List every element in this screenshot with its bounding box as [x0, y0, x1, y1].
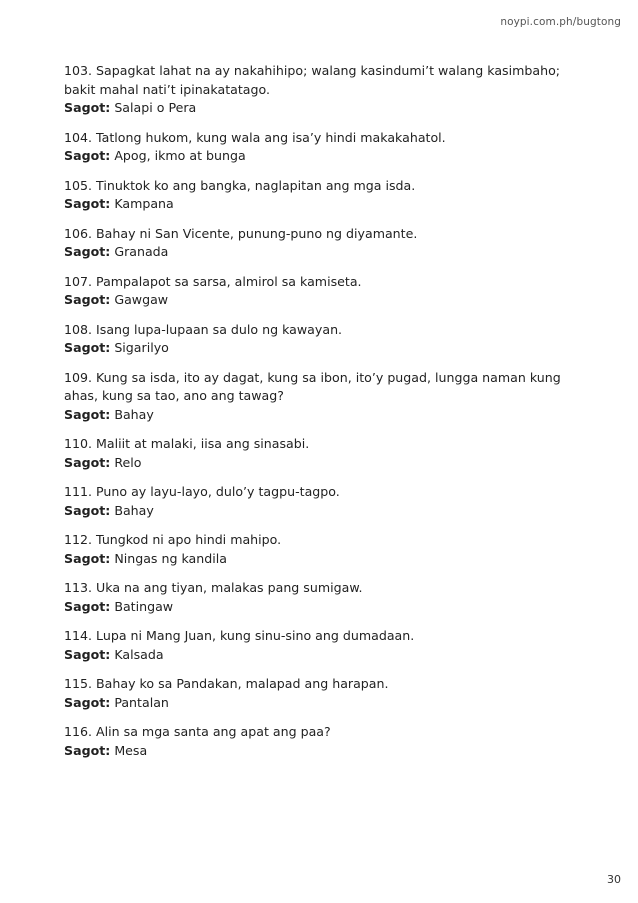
riddle-answer: Salapi o Pera — [114, 100, 197, 115]
riddle-question: 112. Tungkod ni apo hindi mahipo. — [64, 532, 282, 547]
riddle-answer: Relo — [114, 454, 142, 470]
riddle-question: 116. Alin sa mga santa ang apat ang paa? — [64, 724, 331, 739]
riddle-answer-line — [64, 694, 584, 713]
riddle-answer: Granada — [114, 244, 169, 259]
riddle-question: 111. Puno ay layu-layo, dulo’y tagpu-tagpo. — [64, 484, 340, 499]
riddle-answer-line — [64, 99, 584, 118]
answer-label: Sagot: — [64, 196, 111, 211]
riddle-answer: Kampana — [114, 196, 174, 211]
riddle-question: 103. Sapagkat lahat na ay nakahihipo; walang kasindumi’t walang kasimbaho; bakit mahal nati’t ipinakatatago. — [64, 63, 561, 97]
answer-label: Sagot: — [64, 742, 111, 758]
answer-label: Sagot: — [64, 292, 111, 307]
riddle-item — [64, 579, 584, 616]
answer-label: Sagot: — [64, 148, 111, 163]
riddle-answer-line — [64, 406, 584, 425]
riddle-item — [64, 129, 584, 166]
riddle-answer: Pantalan — [114, 694, 169, 710]
riddle-question: 113. Uka na ang tiyan, malakas pang sumigaw. — [64, 580, 363, 595]
answer-label: Sagot: — [64, 694, 111, 710]
riddle-answer: Gawgaw — [114, 292, 169, 307]
riddle-answer-line — [64, 147, 584, 166]
riddle-item — [64, 675, 584, 712]
answer-label: Sagot: — [64, 340, 111, 355]
riddle-item — [64, 435, 584, 472]
riddle-item — [64, 62, 584, 118]
answer-label: Sagot: — [64, 100, 111, 115]
riddle-answer: Bahay — [114, 406, 154, 422]
riddle-answer-line — [64, 550, 584, 569]
riddle-question: 109. Kung sa isda, ito ay dagat, kung sa ibon, ito’y pugad, lungga naman kung ahas, kung sa tao, ano ang tawag? — [64, 369, 561, 403]
page-number: 30 — [607, 873, 621, 886]
riddle-question: 108. Isang lupa-lupaan sa dulo ng kawayan. — [64, 321, 343, 337]
riddle-answer: Batingaw — [114, 598, 174, 614]
riddle-answer-line — [64, 291, 584, 310]
answer-label: Sagot: — [64, 454, 111, 470]
riddle-item — [64, 177, 584, 214]
answer-label: Sagot: — [64, 502, 111, 518]
riddle-answer-line — [64, 646, 584, 665]
answer-label: Sagot: — [64, 550, 111, 566]
riddle-answer: Mesa — [114, 742, 148, 758]
riddle-answer: Kalsada — [114, 646, 164, 662]
riddle-question: 106. Bahay ni San Vicente, punung-puno ng diyamante. — [64, 225, 418, 241]
answer-label: Sagot: — [64, 244, 111, 259]
riddle-answer-line — [64, 598, 584, 617]
riddle-item — [64, 627, 584, 664]
riddle-question: 104. Tatlong hukom, kung wala ang isa’y hindi makakahatol. — [64, 129, 446, 145]
riddle-answer: Ningas ng kandila — [114, 550, 227, 566]
riddle-answer-line — [64, 339, 584, 358]
riddle-answer-line — [64, 243, 584, 262]
riddle-item — [64, 723, 584, 760]
riddle-item — [64, 273, 584, 310]
riddle-item — [64, 369, 584, 425]
answer-label: Sagot: — [64, 406, 111, 422]
riddle-question: 105. Tinuktok ko ang bangka, naglapitan ang mga isda. — [64, 177, 416, 193]
riddle-answer: Apog, ikmo at bunga — [114, 148, 246, 163]
riddle-item — [64, 225, 584, 262]
answer-label: Sagot: — [64, 646, 111, 662]
riddle-item — [64, 321, 584, 358]
riddle-answer-line — [64, 742, 584, 761]
riddle-item — [64, 483, 584, 520]
riddle-answer-line — [64, 502, 584, 521]
riddle-question: 107. Pampalapot sa sarsa, almirol sa kamiseta. — [64, 273, 362, 289]
riddle-question: 114. Lupa ni Mang Juan, kung sinu-sino ang dumadaan. — [64, 628, 415, 643]
riddle-question: 110. Maliit at malaki, iisa ang sinasabi. — [64, 436, 310, 451]
riddle-question: 115. Bahay ko sa Pandakan, malapad ang harapan. — [64, 676, 389, 691]
source-url: noypi.com.ph/bugtong — [500, 16, 621, 28]
riddle-answer-line — [64, 454, 584, 473]
riddle-list — [64, 62, 584, 771]
answer-label: Sagot: — [64, 598, 111, 614]
riddle-item — [64, 531, 584, 568]
riddle-answer: Bahay — [114, 502, 154, 518]
riddle-answer-line — [64, 195, 584, 214]
riddle-answer: Sigarilyo — [114, 340, 169, 355]
